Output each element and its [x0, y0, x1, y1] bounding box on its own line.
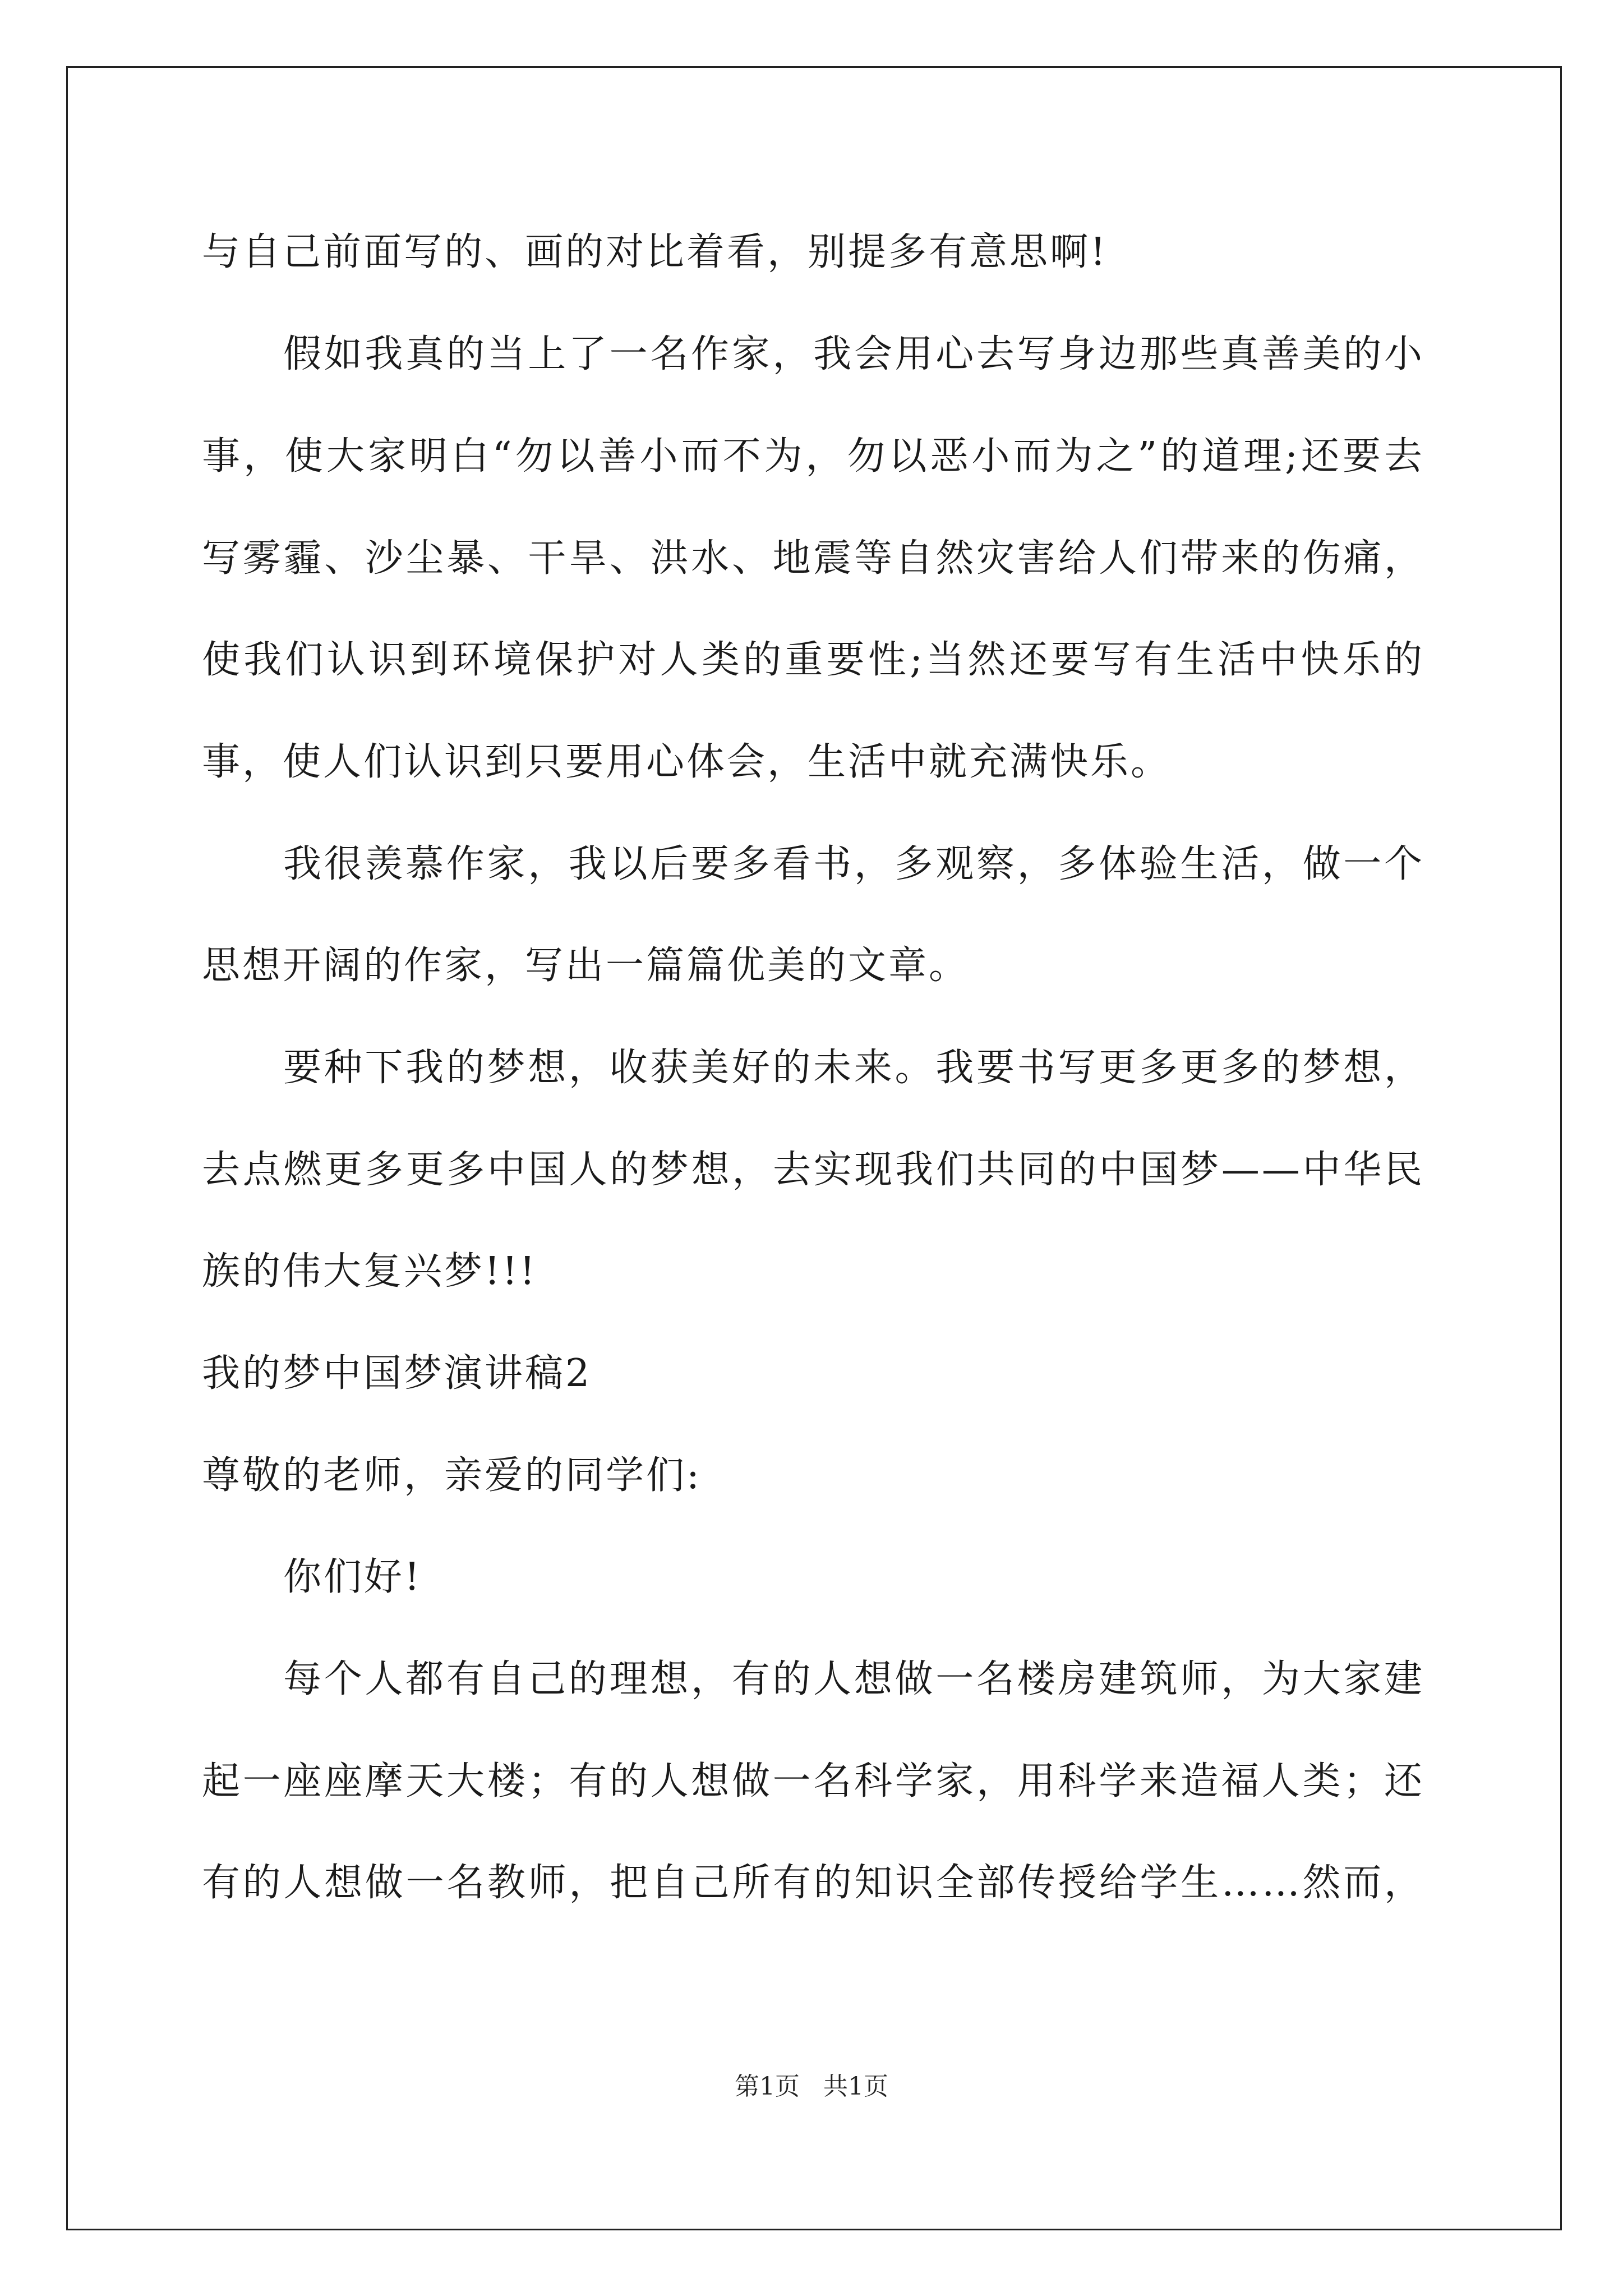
page-number: 第1页: [735, 2072, 800, 2101]
text-line: 事，使大家明白“勿以善小而不为，勿以恶小而为之”的道理;还要去: [202, 434, 1424, 478]
text-line: 要种下我的梦想，收获美好的未来。我要书写更多更多的梦想，: [283, 1046, 1424, 1090]
section-heading: 我的梦中国梦演讲稿2: [202, 1351, 592, 1396]
text-line: 使我们认识到环境保护对人类的重要性;当然还要写有生活中快乐的: [202, 638, 1424, 682]
text-line: 族的伟大复兴梦!!!: [202, 1249, 537, 1294]
text-line: 有的人想做一名教师，把自己所有的知识全部传授给学生……然而，: [202, 1861, 1424, 1905]
text-line: 我很羡慕作家，我以后要多看书，多观察，多体验生活，做一个: [283, 842, 1424, 886]
page-footer: [0, 2070, 1623, 2104]
page-total: 共1页: [823, 2072, 888, 2101]
text-line: 写雾霾、沙尘暴、干旱、洪水、地震等自然灾害给人们带来的伤痛，: [202, 536, 1424, 581]
text-line: 思想开阔的作家，写出一篇篇优美的文章。: [202, 944, 970, 988]
text-line: 事，使人们认识到只要用心体会，生活中就充满快乐。: [202, 740, 1172, 784]
greeting: 你们好!: [283, 1555, 422, 1599]
text-line: 假如我真的当上了一名作家，我会用心去写身边那些真善美的小: [283, 332, 1424, 376]
text-line: 去点燃更多更多中国人的梦想，去实现我们共同的中国梦——中华民: [202, 1148, 1424, 1192]
text-line: 每个人都有自己的理想，有的人想做一名楼房建筑师，为大家建: [283, 1657, 1424, 1701]
text-line: 与自己前面写的、画的对比着看，别提多有意思啊!: [202, 230, 1108, 274]
salutation: 尊敬的老师，亲爱的同学们:: [202, 1453, 702, 1498]
text-line: 起一座座摩天大楼；有的人想做一名科学家，用科学来造福人类；还: [202, 1759, 1424, 1803]
